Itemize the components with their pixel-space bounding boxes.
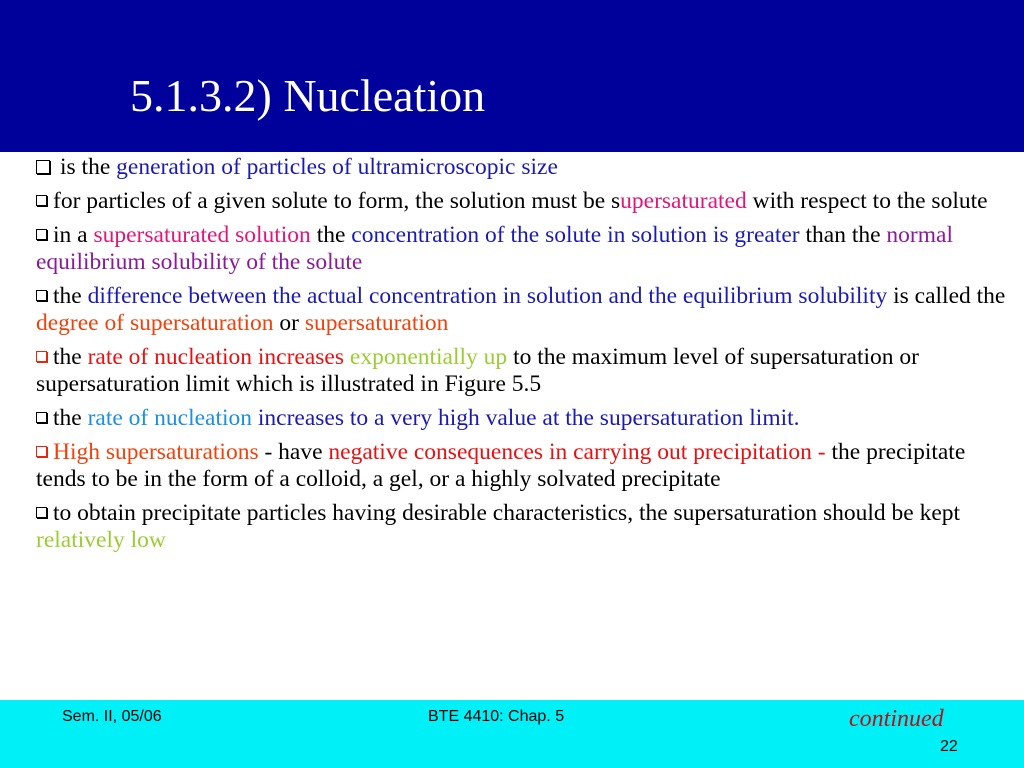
bullet-text-segment: - have [258,439,329,465]
bullet-text-segment: is the [60,154,117,180]
bullet-item [36,500,1011,554]
checkbox-bullet-icon [36,351,47,362]
bullet-item [36,405,1011,432]
bullet-text-segment: or [273,310,305,336]
bullet-text-segment: High supersaturations [53,439,259,465]
bullet-text-segment: in a [53,222,94,248]
bullet-text-segment: is called the [887,283,1006,309]
bullet-text-segment: the precipitate tends to be in the form of a colloid, a gel, or a highly solvated precipitate [36,439,966,492]
bullet-text-segment: relatively low [36,527,166,553]
bullet-item [36,283,1011,337]
footer-bar [0,700,1024,768]
bullet-item [36,344,1011,398]
bullet-text-segment: than the [799,222,887,248]
bullet-text-segment: rate of nucleation increases [87,344,345,370]
checkbox-bullet-icon [36,412,47,423]
checkbox-bullet-icon [36,160,50,174]
bullet-text-segment: increases to a very high value at the supersaturation limit. [257,405,800,431]
slide-title: 5.1.3.2) Nucleation [130,70,486,121]
bullet-text-segment: to the maximum level of supersaturation or supersaturation limit which is illustrated in Figure 5.5 [36,344,919,397]
checkbox-bullet-icon [36,195,47,206]
bullet-text-segment: difference between the actual concentration in solution and the equilibrium solubility [87,283,888,309]
bullet-text-segment: upersaturated [620,188,747,214]
bullet-list [36,154,1011,561]
bullet-item [36,188,1011,215]
continued-label: continued [849,706,944,732]
bullet-item [36,154,1011,181]
bullet-text-segment: degree of supersaturation [36,310,274,336]
bullet-item [36,439,1011,493]
footer-semester: Sem. II, 05/06 [62,708,162,725]
bullet-text-segment: the [53,405,88,431]
bullet-text-segment: for particles of a given solute to form, the solution must be s [53,188,621,214]
bullet-text-segment: supersaturated solution [93,222,311,248]
bullet-item [36,222,1011,276]
checkbox-bullet-icon [36,229,47,240]
page-number: 22 [940,738,958,755]
bullet-text-segment: with respect to the solute [746,188,988,214]
checkbox-bullet-icon [36,290,47,301]
bullet-text-segment: normal equilibrium solubility of the solute [36,222,953,275]
bullet-text-segment: supersaturation [304,310,449,336]
bullet-text-segment: the [53,344,88,370]
checkbox-bullet-icon [36,446,47,457]
bullet-text-segment: rate of nucleation [87,405,253,431]
bullet-text-segment: exponentially up [349,344,508,370]
title-bar [0,0,1024,152]
bullet-text-segment: the [310,222,352,248]
bullet-text-segment: the [53,283,88,309]
footer-course: BTE 4410: Chap. 5 [428,708,565,725]
bullet-text-segment: generation of particles of ultramicroscopic size [116,154,558,180]
bullet-text-segment: negative consequences in carrying out precipitation - [328,439,826,465]
bullet-text-segment: to obtain precipitate particles having desirable characteristics, the supersaturation should be kept [53,500,961,526]
bullet-text-segment: concentration of the solute in solution is greater [351,222,800,248]
checkbox-bullet-icon [36,507,47,518]
